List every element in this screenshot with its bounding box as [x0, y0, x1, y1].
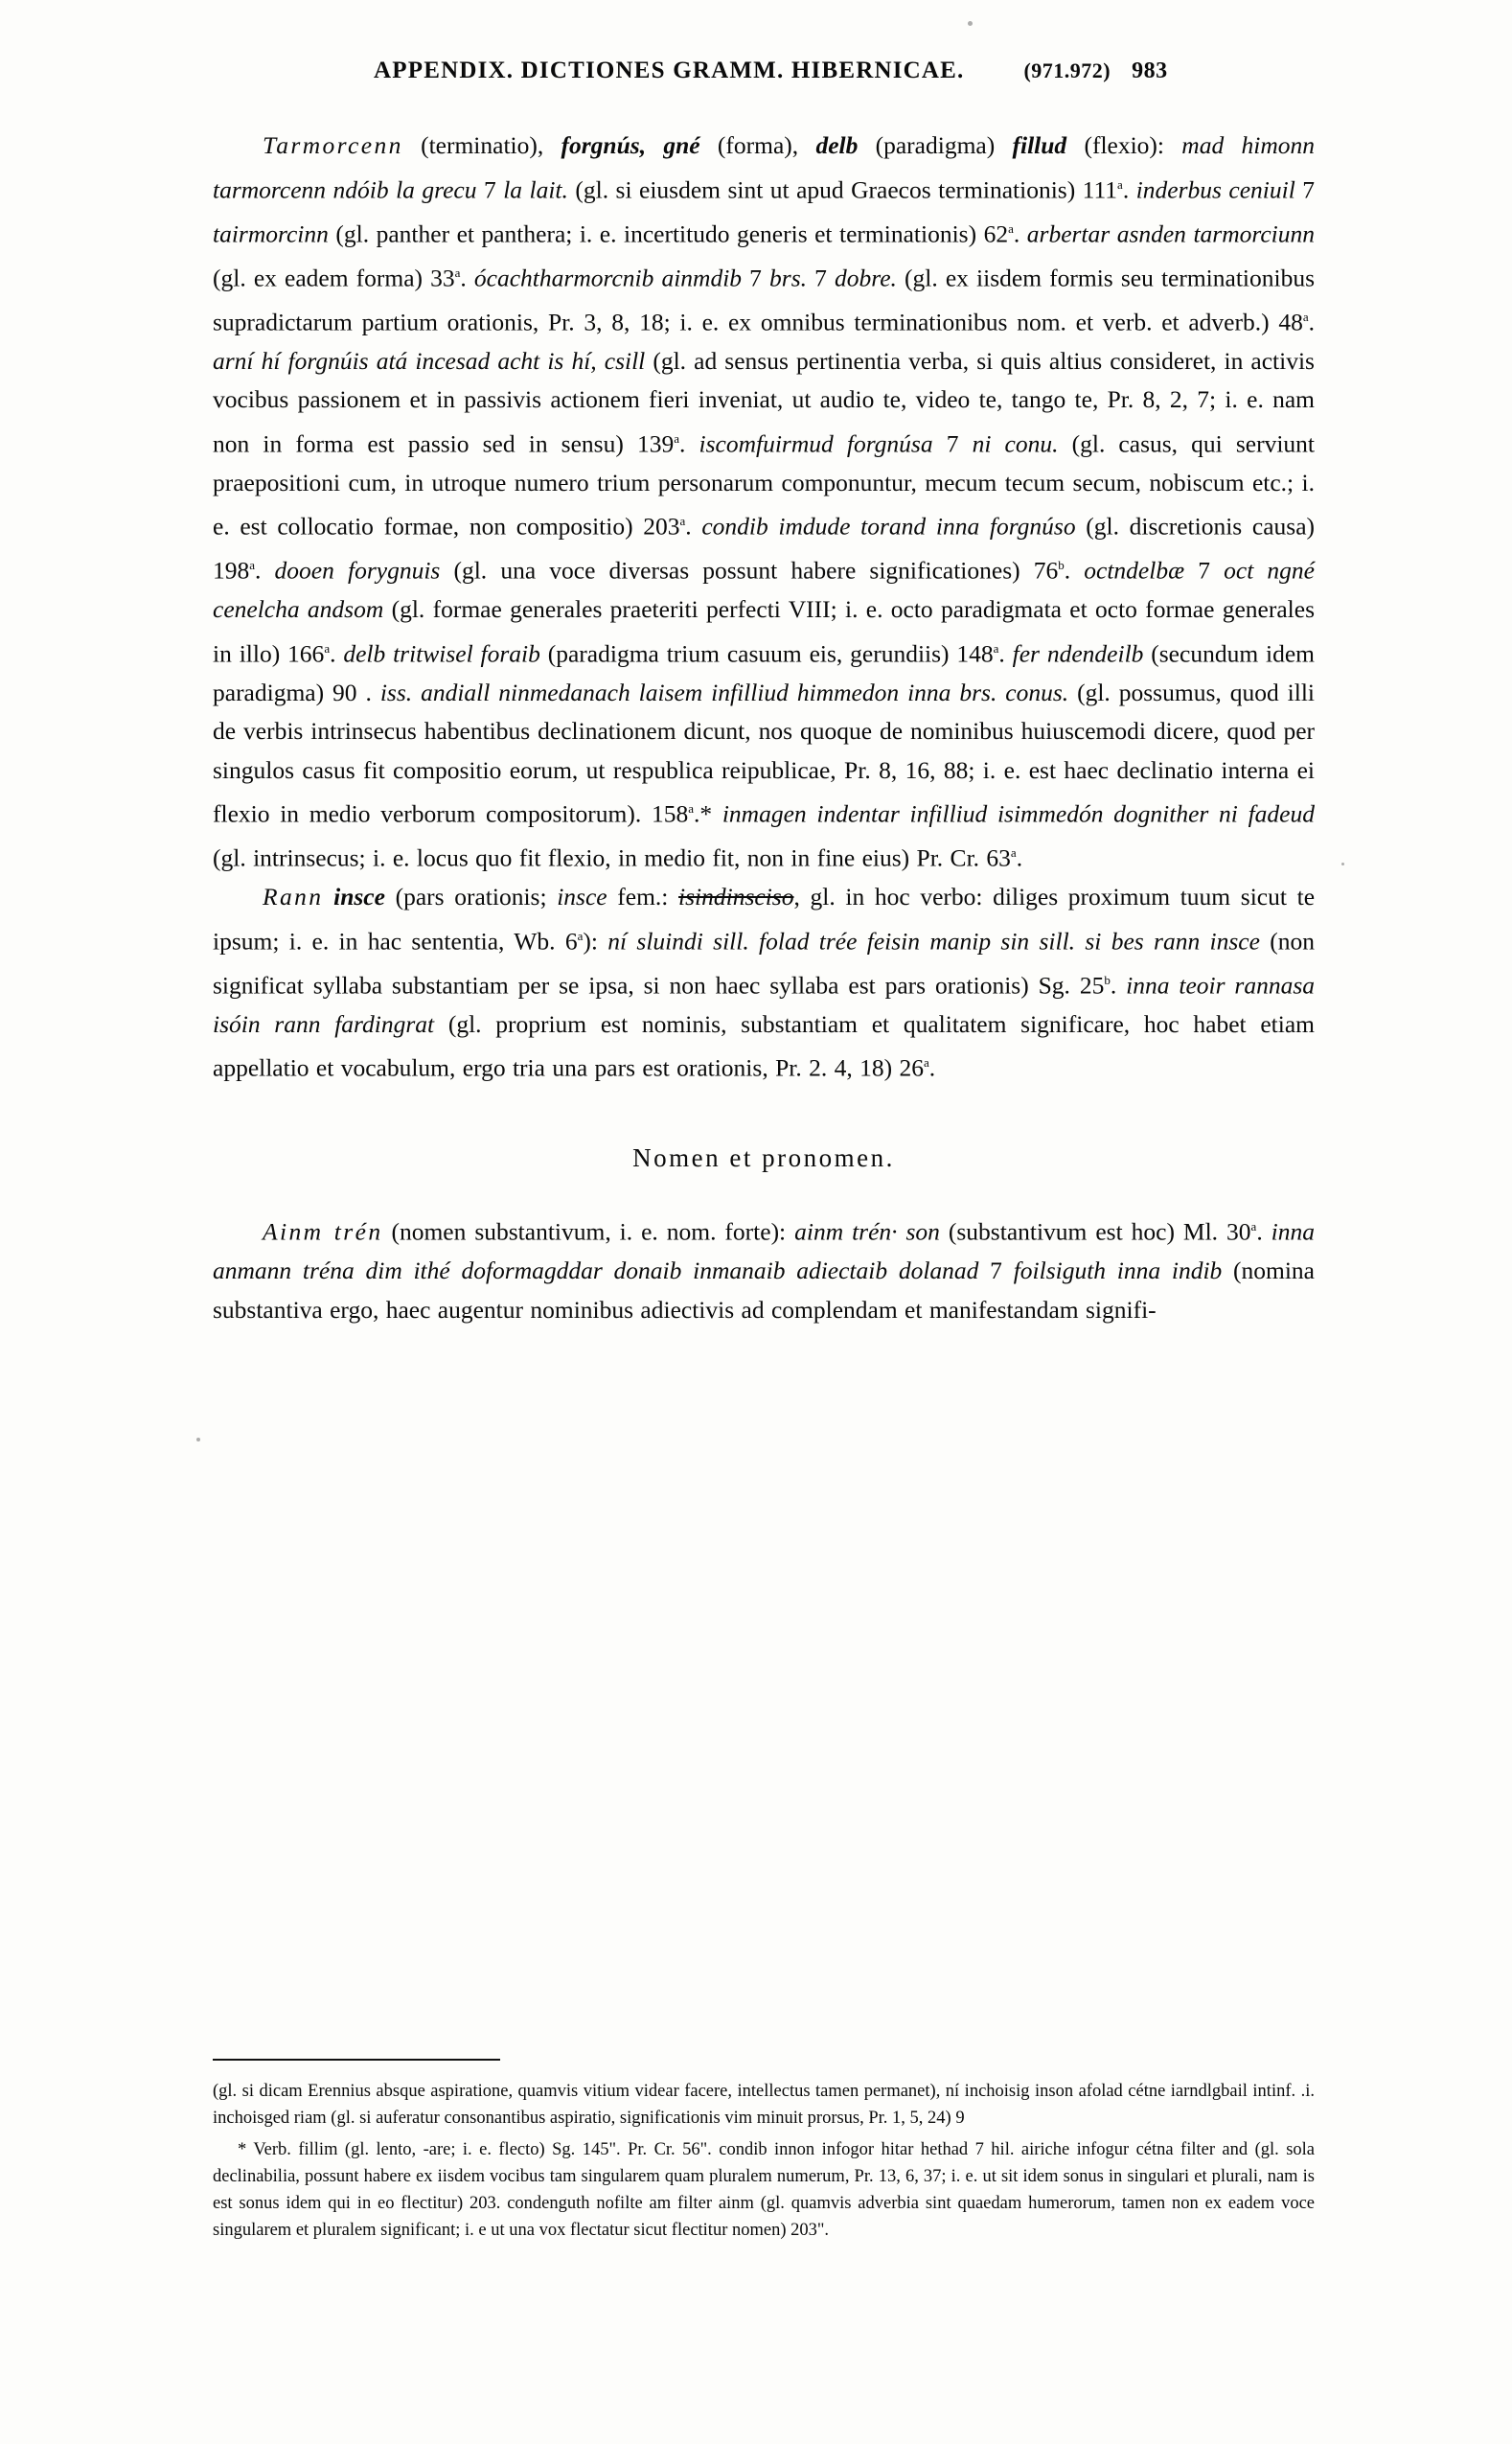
footnote-divider [213, 2059, 500, 2061]
paragraph-tarmorcenn: Tarmorcenn (terminatio), forgnús, gné (forma), delb (paradigma) fillud (flexio): mad himonn tarmorcenn ndóib la grecu 7 la lait. (gl. si eiusdem sint ut apud Graecos terminationis) 111$^a$. inderbus ceniuil 7 tairmorcinn (gl. panther et panthera; i. e. incertitudo generis et terminationis) 62$^a$. arbertar asnden tarmorciunn (gl. ex eadem forma) 33$^a$. ócachtharmorcnib ainmdib 7 brs. 7 dobre. (gl. ex iisdem formis seu terminationibus supradictarum partium orationis, Pr. 3, 8, 18; i. e. ex omnibus terminationibus nom. et verb. et adverb.) 48$^a$. arní hí forgnúis atá incesad acht is hí, csill (gl. ad sensus pertinentia verba, si quis altius consideret, in activis vocibus passionem et in passivis actionem fieri inveniat, ut audio te, video te, tango te, Pr. 8, 2, 7; i. e. nam non in forma est passio sed in sensu) 139$^a$. iscomfuirmud forgnúsa 7 ni conu. (gl. casus, qui serviunt praepositioni cum, in utroque numero trium personarum componuntur, mecum tecum secum, nobiscum etc.; i. e. est collocatio formae, non compositio) 203$^a$. condib imdude torand inna forgnúso (gl. discretionis causa) 198$^a$. dooen forygnuis (gl. una voce diversas possunt habere significationes) 76$^b$. octndelbæ 7 oct ngné cenelcha andsom (gl. formae generales praeteriti perfecti VIII; i. e. octo paradigmata et octo formae generales in illo) 166$^a$. delb tritwisel foraib (paradigma trium casuum eis, gerundiis) 148$^a$. fer ndendeilb (secundum idem paradigma) 90 . iss. andiall ninmedanach laisem infilliud himmedon inna brs. conus. (gl. possumus, quod illi de verbis intrinsecus habentibus declinationem dicunt, nos quoque de nominibus huiuscemodi dicere, quod per singulos casus fit compositio eorum, ut respublica reipublicae, Pr. 8, 16, 88; i. e. est haec declinatio interna ei flexio in medio verborum compositorum). 158$^a$.* inmagen indentar infilliud isimmedón dognither ni fadeud (gl. intrinsecus; i. e. locus quo fit flexio, in medio fit, non in fine eius) Pr. Cr. 63$^a$. [213, 131, 1316, 872]
page-content [213, 58, 1315, 1329]
section-heading: Nomen et pronomen. [632, 1143, 895, 1172]
running-head-title: APPENDIX. DICTIONES GRAMM. HIBERNICAE. [374, 58, 965, 83]
footnote-2: * Verb. fillim (gl. lento, -are; i. e. flecto) Sg. 145". Pr. Cr. 56". condib innon infogor hitar hethad 7 hil. airiche infogur cétna filter and (gl. sola declinabilia, possunt habere ex iisdem vocibus tam singularem quam pluralem numerum, Pr. 13, 6, 37; i. e. ut sit idem sonus in singulari et plurali, nam is est sonus idem qui in eo flectitur) 203. condenguth nofilte am filter ainm (gl. quamvis adverbia sint quaedam humerorum, tamen non ex eadem voce singularem et pluralem significant; i. e ut una vox flectatur sicut flectitur nomen) 203". [213, 2140, 1315, 2240]
scan-speck [1341, 863, 1344, 865]
paragraph-ainm: Ainm trén (nomen substantivum, i. e. nom. forte): ainm trén· son (substantivum est hoc) Ml. 30$^a$. inna anmann tréna dim ithé doformagddar donaib inmanaib adiectaib dolanad 7 foilsiguth inna indib (nomina substantiva ergo, haec augentur nominibus adiectivis ad complendam et manifestandam signifi- [213, 1217, 1316, 1324]
column-reference: (971.972) [1023, 58, 1111, 82]
paragraph-rann: Rann insce (pars orationis; insce fem.: isindinsciso, gl. in hoc verbo: diliges proximum tuum sicut te ipsum; i. e. in hac sententia, Wb. 6$^a$): ní sluindi sill. folad trée feisin manip sin sill. si bes rann insce (non significat syllaba substantiam per se ipsa, si non haec syllaba est pars orationis) Sg. 25$^b$. inna teoir rannasa isóin rann fardingrat (gl. proprium est nominis, substantiam et qualitatem significare, hoc habet etiam appellatio et vocabulum, ergo tria una pars est orationis, Pr. 2. 4, 18) 26$^a$. [213, 883, 1316, 1082]
page-number: 983 [1132, 58, 1168, 83]
footnote-1: (gl. si dicam Erennius absque aspiratione, quamvis vitium videar facere, intellectus tamen permanet), ní inchoisig inson afolad cétne iarndlgbail intinf. .i. inchoisged riam (gl. si auferatur consonantibus aspiratio, significationis vim minuit prorsus, Pr. 1, 5, 24) 9 [213, 2082, 1315, 2128]
scan-speck [196, 1438, 200, 1441]
scan-speck [968, 21, 973, 26]
page-header [213, 58, 1315, 84]
footnotes-block [213, 2078, 1315, 2244]
